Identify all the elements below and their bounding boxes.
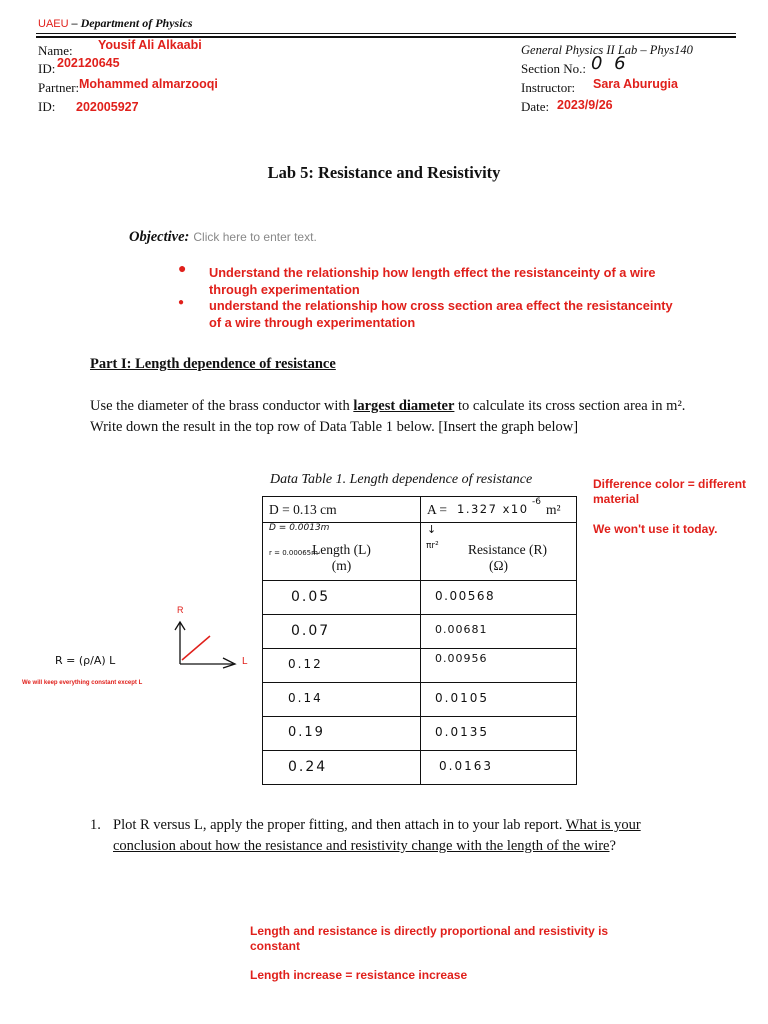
question-text-post: ? xyxy=(609,838,616,854)
question-number: 1. xyxy=(90,817,101,833)
partner-value: Mohammed almarzooqi xyxy=(79,77,218,91)
partner-id-value: 202005927 xyxy=(76,100,139,114)
sketch-line xyxy=(182,636,210,660)
bullet-dot-1: ● xyxy=(178,262,187,277)
sketch-l-label: L xyxy=(242,656,248,667)
name-value: Yousif Ali Alkaabi xyxy=(98,38,202,52)
table-caption: Data Table 1. Length dependence of resistance xyxy=(270,472,533,487)
resistance-header-cell xyxy=(421,523,577,581)
resistance-value: 0.00956 xyxy=(435,652,488,665)
sketch-r-label: R xyxy=(177,605,184,615)
question-text xyxy=(113,815,688,857)
part1-heading: Part I: Length dependence of resistance xyxy=(90,356,336,372)
length-value: 0.12 xyxy=(288,657,323,671)
area-unit: m² xyxy=(546,502,561,517)
length-value: 0.07 xyxy=(291,623,331,639)
answer-line-1: Length and resistance is directly proportional and resistivity is constant xyxy=(250,924,609,953)
part1-instruction xyxy=(90,396,690,438)
diameter-cell xyxy=(263,497,421,523)
partner-id-label: ID: xyxy=(38,99,56,114)
length-value: 0.14 xyxy=(288,691,323,705)
area-cell xyxy=(421,497,577,523)
bullet-dot-2: ● xyxy=(178,297,185,308)
instruction-bold: largest diameter xyxy=(353,398,455,414)
note-radius: r = 0.00065m xyxy=(269,549,318,557)
header-line xyxy=(38,16,193,31)
objective-label: Objective: xyxy=(129,229,190,245)
objective-bullet-1: Understand the relationship how length effect the resistanceinty of a wire through experimentation xyxy=(209,265,656,297)
resistance-value: 0.0135 xyxy=(435,725,489,739)
resistance-value: 0.0105 xyxy=(435,691,489,705)
length-unit: (m) xyxy=(331,557,352,573)
university-label: UAEU xyxy=(38,18,69,30)
section-label: Section No.: xyxy=(521,61,586,76)
keep-constant-note: We will keep everything constant except L xyxy=(22,680,143,686)
question-text-pre: Plot R versus L, apply the proper fitting, and then attach in to your lab report. xyxy=(113,817,566,833)
header-rule-thin xyxy=(36,33,736,34)
instructor-label: Instructor: xyxy=(521,80,576,95)
length-value: 0.24 xyxy=(288,759,328,775)
area-exponent: -6 xyxy=(532,497,541,507)
length-value: 0.05 xyxy=(291,589,331,605)
course-label: General Physics II Lab – Phys140 xyxy=(521,43,693,57)
objective-line xyxy=(129,228,317,246)
table-row xyxy=(263,751,577,785)
resistance-unit: (Ω) xyxy=(488,557,509,573)
objective-placeholder[interactable]: Click here to enter text. xyxy=(193,230,317,244)
area-value: 1.327 x10 xyxy=(457,502,529,516)
resistance-value: 0.00681 xyxy=(435,623,488,636)
name-label: Name: xyxy=(38,43,73,58)
instruction-pre: Use the diameter of the brass conductor with xyxy=(90,398,354,414)
partner-label: Partner: xyxy=(38,80,80,95)
wont-use-note: We won't use it today. xyxy=(593,522,718,536)
note-pir2: πr² xyxy=(426,541,439,551)
color-note: Difference color = different material xyxy=(593,477,747,506)
objective-bullet-2: understand the relationship how cross section area effect the resistanceinty of a wire through experimentation xyxy=(209,298,673,330)
id-value: 202120645 xyxy=(57,56,120,70)
table-row xyxy=(263,615,577,649)
length-header-cell xyxy=(263,523,421,581)
question-text-underlined: What is your conclusion about how the resistance and resistivity change with the length of the wire xyxy=(113,817,641,854)
area-prefix: A = xyxy=(427,502,447,517)
resistance-value: 0.00568 xyxy=(435,589,496,603)
table-row xyxy=(263,683,577,717)
separator: – xyxy=(71,16,78,30)
resistance-header: Resistance (R) xyxy=(467,541,548,557)
table-row xyxy=(263,649,577,683)
data-table xyxy=(262,496,577,785)
section-value: 0 6 xyxy=(591,53,629,74)
id-label: ID: xyxy=(38,61,56,76)
page-title: Lab 5: Resistance and Resistivity xyxy=(267,163,501,182)
instruction-post: to calculate its cross section area in m². Write down the result in the top row of Data Table 1 below. [Insert the graph below] xyxy=(90,398,686,435)
table-row xyxy=(263,581,577,615)
formula: R = (ρ/A) L xyxy=(55,654,116,667)
department-label: Department of Physics xyxy=(80,16,193,30)
date-value: 2023/9/26 xyxy=(557,98,613,112)
instructor-value: Sara Aburugia xyxy=(593,77,678,91)
answer-line-2: Length increase = resistance increase xyxy=(250,968,468,982)
diameter-printed: D = 0.13 cm xyxy=(269,502,337,517)
note-diameter: D = 0.0013m xyxy=(269,523,330,533)
resistance-value: 0.0163 xyxy=(439,759,493,773)
table-row xyxy=(263,717,577,751)
length-header: Length (L) xyxy=(312,541,371,557)
length-value: 0.19 xyxy=(288,725,325,740)
arrow-down-icon: ↓ xyxy=(427,523,437,536)
date-label: Date: xyxy=(521,99,550,114)
sketch-l-arrow xyxy=(223,658,235,668)
